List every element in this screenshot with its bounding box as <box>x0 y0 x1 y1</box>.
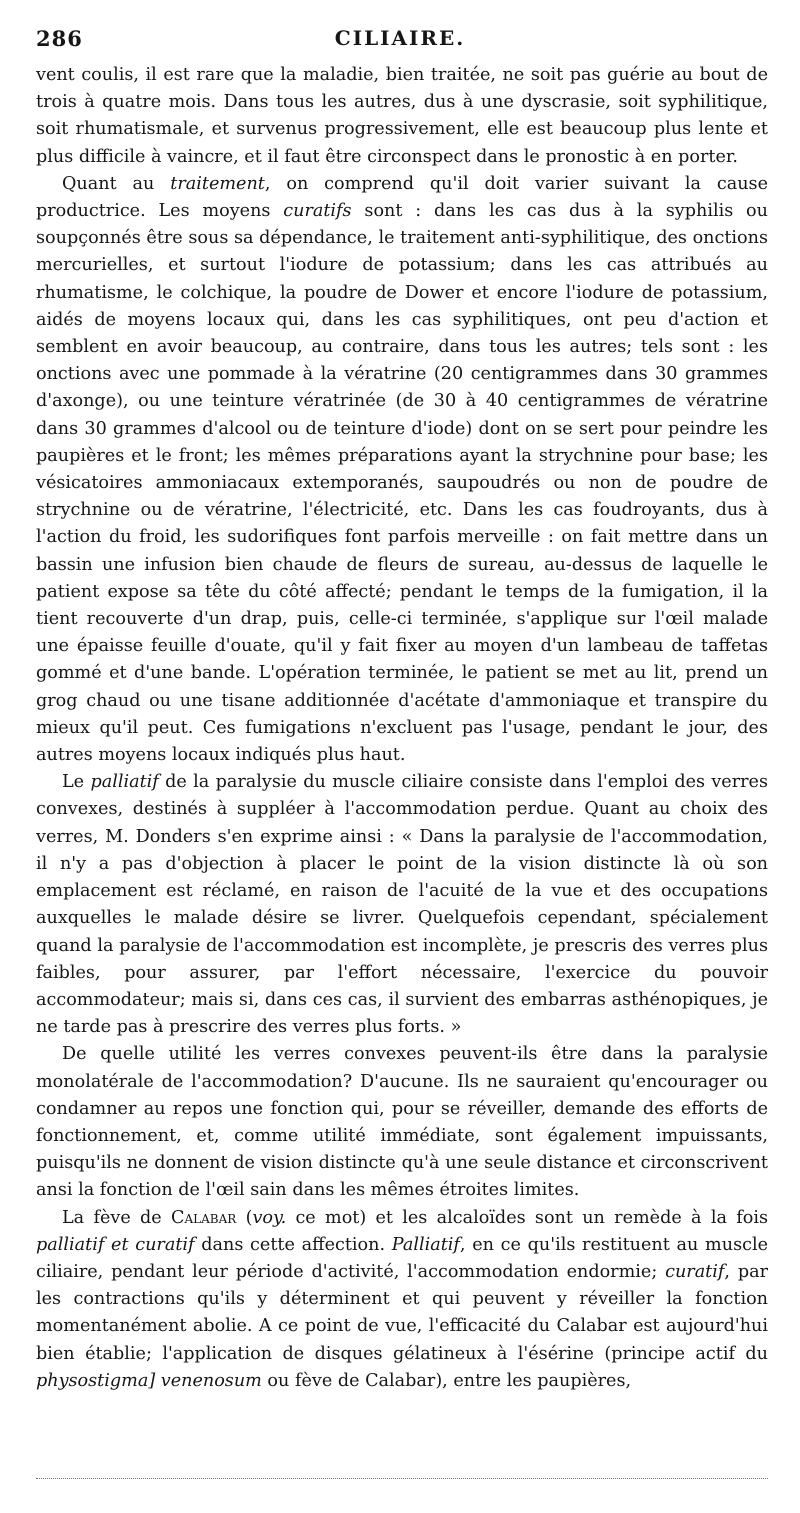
text-run: Quant au <box>62 173 171 194</box>
paragraph <box>36 1205 768 1395</box>
text-run: ( <box>236 1207 253 1228</box>
small-caps-text: Calabar <box>170 1207 237 1228</box>
page-number: 286 <box>36 26 83 51</box>
body-text <box>36 62 768 1395</box>
italic-text: traitement <box>170 173 265 194</box>
text-run: La fève de <box>62 1207 171 1228</box>
running-head: CILIAIRE. <box>334 26 466 50</box>
text-run: sont : dans les cas dus à la syphilis ou soupçonnés être sous sa dépendance, le traitement anti-syphilitique, des onctions mercurielles, et surtout l'iodure de potassium; dans les cas attribués au rhumatisme, le colchique, la poudre de Dower et encore l'iodure de potassium, aidés de moyens locaux qui, dans les cas syphilitiques, ont peu d'action et semblent en avoir beaucoup, au contraire, dans tous les autres; tels sont : les onctions avec une pommade à la vératrine (20 centigrammes dans 30 grammes d'axonge), ou une teinture vératrinée (de 30 à 40 centigrammes de vératrine dans 30 grammes d'alcool ou de teinture d'iode) dont on se sert pour peindre les paupières et le front; les mêmes préparations ayant la strychnine pour base; les vésicatoires ammoniacaux extemporanés, saupoudrés ou non de poudre de strychnine ou de vératrine, l'électricité, etc. Dans les cas foudroyants, dus à l'action du froid, les sudorifiques font parfois merveille : on fait mettre dans un bassin une infusion bien chaude de fleurs de sureau, au-dessus de laquelle le patient expose sa tête du côté affecté; pendant le temps de la fumigation, il la tient recouverte d'un drap, puis, celle-ci terminée, s'applique sur l'œil malade une épaisse feuille d'ouate, qu'il y fait fixer au moyen d'un lambeau de taffetas gommé et d'une bande. L'opération terminée, le patient se met au lit, prend un grog chaud ou une tisane additionnée d'acétate d'ammoniaque et transpire du mieux qu'il peut. Ces fumigations n'excluent pas l'usage, pendant le jour, des autres moyens locaux indiqués plus haut. <box>36 201 768 766</box>
italic-text: Palliatif <box>391 1234 460 1255</box>
page-header <box>36 26 764 60</box>
italic-text: palliatif et curatif <box>36 1234 195 1255</box>
text-run: , en ce qu'ils restituent au muscle ciliaire, pendant leur période d'activité, l'accommodation endormie; <box>36 1234 768 1282</box>
italic-text: curatifs <box>283 201 352 222</box>
paragraph <box>36 62 768 171</box>
paragraph <box>36 171 768 769</box>
text-run: vent coulis, il est rare que la maladie, bien traitée, ne soit pas guérie au bout de trois à quatre mois. Dans tous les autres, dus à une dyscrasie, soit syphilitique, soit rhumatismale, et survenus progressivement, elle est beaucoup plus lente et plus difficile à vaincre, et il faut être circonspect dans le pronostic à en porter. <box>36 65 768 167</box>
paragraph <box>36 1041 768 1204</box>
text-run: ce mot) et les alcaloïdes sont un remède à la fois <box>286 1207 768 1228</box>
text-run: , on comprend qu'il doit varier suivant la cause productrice. Les moyens <box>36 173 768 222</box>
paragraph <box>36 769 768 1041</box>
italic-text: voy. <box>252 1207 287 1228</box>
text-run: De quelle utilité les verres convexes peuvent-ils être dans la paralysie monolatérale de l'accommodation? D'aucune. Ils ne sauraient qu'encourager ou condamner au repos une fonction qui, pour se réveiller, demande des efforts de fonctionnement, et, comme utilité immédiate, sont également impuissants, puisqu'ils ne donnent de vision distincte qu'à une seule distance et circonscrivent ansi la fonction de l'œil sain dans les mêmes étroites limites. <box>36 1044 768 1201</box>
text-run: ou fève de Calabar), entre les paupières, <box>261 1370 632 1391</box>
text-run: Le <box>62 772 91 793</box>
italic-text: curatif <box>665 1261 725 1282</box>
italic-text: physostigma] venenosum <box>36 1370 262 1391</box>
text-run: de la paralysie du muscle ciliaire consiste dans l'emploi des verres convexes, destinés à suppléer à l'accommodation perdue. Quant au choix des verres, M. Donders s'en exprime ainsi : « Dans la paralysie de l'accommodation, il n'y a pas d'objection à placer le point de la vision distincte là où son emplacement est réclamé, en raison de l'acuité de la vue et des occupations auxquelles le malade désire se livrer. Quelquefois cependant, spécialement quand la paralysie de l'accommodation est incomplète, je prescris des verres plus faibles, pour assurer, par l'effort nécessaire, l'exercice du pouvoir accommodateur; mais si, dans ces cas, il survient des embarras asthénopiques, je ne tarde pas à prescrire des verres plus forts. » <box>36 772 768 1038</box>
text-run: dans cette affection. <box>194 1234 392 1255</box>
footer-dotted-rule <box>36 1478 768 1479</box>
italic-text: palliatif <box>90 772 159 793</box>
text-run: , par les contractions qu'ils y déterminent et qui peuvent y réveiller la fonction momentanément abolie. A ce point de vue, l'efficacité du Calabar est aujourd'hui bien établie; l'application de disques gélatineux à l'ésérine (principe actif du <box>36 1261 768 1364</box>
